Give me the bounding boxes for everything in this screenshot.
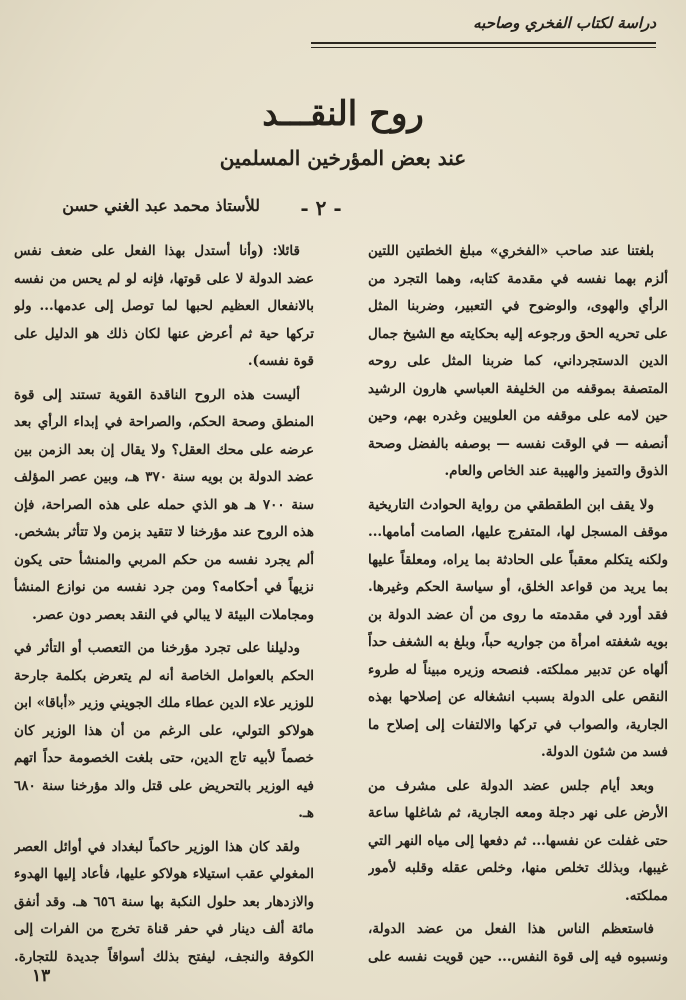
paragraph: بلغتنا عند صاحب «الفخري» مبلغ الخطتين اللتين ألزم بهما نفسه في مقدمة كتابه، وهما التجرد من الرأي والهوى، والوضوح في التعبير، وضربنا المثل على تحريه الحق ورجوعه إليه بحكايته مع الشيخ جمال الدين الدستجرداني، كما ضربنا المثل على روحه المتصفة بموقفه من الخليفة العباسي هارون الرشيد حين لامه على موقفه من العلويين وغدره بهم، وحين أنصفه — في الوقت نفسه — بوصفه بالفضل وصحة الذوق والتميز والهيبة عند الخاص والعام. — [368, 243, 668, 479]
paragraph: أليست هذه الروح الناقدة القوية تستند إلى قوة المنطق وصحة الحكم، والصراحة في إبداء الرأي بعد عرضه على محك العقل؟ ولا يقال إن بعد الزمن بين عضد الدولة بن بويه سنة ٣٧٠ هـ، وبين عصر المؤلف سنة ٧٠٠ هـ هو الذي حمله على هذه الصراحة، فإن هذه الروح عند مؤرخنا لا تتقيد بزمن ولا تتأثر بشخص. ألم يجرد نفسه من حكم المربي والمنشأ حتى يكون نزيهاً في أحكامه؟ ومن جرد نفسه من نوازع المنشأ ومجاملات البيئة لا يبالي في النقد بعصر دون عصر. — [14, 386, 314, 623]
paragraph: ودليلنا على تجرد مؤرخنا من التعصب أو التأثر في الحكم بالعوامل الخاصة أنه لم يتعرض بكلمة جارحة للوزير علاء الدين عطاء ملك الجويني وزير «أباقا» ابن هولاكو التولي، على الرغم من أن هذا الوزير كان خصماً لأبيه تاج الدين، حتى بلغت الخصومة حداً اتهم فيه الوزير بالتحريض على قتل والد مؤرخنا سنة ٦٨٠ هـ. — [14, 640, 314, 821]
author-byline: للأستاذ محمد عبد الغني حسن — [62, 196, 260, 215]
page-number: ١٣ — [32, 966, 51, 986]
paragraph: فاستعظم الناس هذا الفعل من عضد الدولة، ونسبوه فيه إلى قوة النفس... حين قويت نفسه على — [368, 921, 668, 965]
article-subtitle: عند بعض المؤرخين المسلمين — [219, 146, 467, 170]
paragraph: وبعد أيام جلس عضد الدولة على مشرف من الأرض على نهر دجلة ومعه الجارية، ثم شاغلها ساعة حتى غفلت عن نفسها... ثم دفعها إلى مياه النهر التي غيبها، وبذلك تخلص منها، وخلص عقله وقلبه لأمور مملكته. — [368, 777, 668, 904]
header-rule — [311, 42, 656, 44]
part-number: - ٢ - — [300, 196, 342, 220]
left-column — [14, 238, 314, 970]
right-column — [368, 238, 668, 970]
paragraph: قائلا: (وأنا أستدل بهذا الفعل على ضعف نفس عضد الدولة لا على قوتها، فإنه لو لم يحس من نفسه بالانفعال العظيم لحبها لما توصل إلى عدمها... ولو تركها حية ثم أعرض عنها لكان ذلك هو الدليل على قوة نفسه). — [14, 243, 314, 369]
header-rule-thin — [311, 47, 656, 48]
paragraph: ولقد كان هذا الوزير حاكماً لبغداد في أوائل العصر المغولي عقب استيلاء هولاكو عليها، فأعاد إليها الهدوء والازدهار بعد حلول النكبة بها سنة ٦٥٦ هـ. وقد أنفق مائة ألف دينار في حفر قناة تخرج من الفرات إلى الكوفة والنجف، ليفتح بذلك أسواقاً جديدة للتجارة. — [14, 838, 314, 965]
article-title: روح النقـــد — [262, 94, 424, 134]
running-head: دراسة لكتاب الفخري وصاحبه — [473, 14, 656, 32]
paragraph: ولا يقف ابن الطقطقي من رواية الحوادث التاريخية موقف المسجل لها، المتفرج عليها، الصامت أمامها... ولكنه يتكلم معقباً على الحادثة بما يراه، ومعلقاً عليها بما يريد من قواعد الخلق، أو سياسة الحكم وغيرها. فقد أورد في مقدمته ما روى من أن عضد الدولة بن بويه شغفته امرأة من جواريه حباً، وبلغ به الشغف حداً ألهاه عن تدبير مملكته. فنصحه وزيره مبيناً له طروء النقص على الدولة بسبب انشغاله عن إصلاحها بهذه الجارية، والصواب في تركها والالتفات إلى إصلاح ما فسد من شئون الدولة. — [368, 496, 668, 760]
